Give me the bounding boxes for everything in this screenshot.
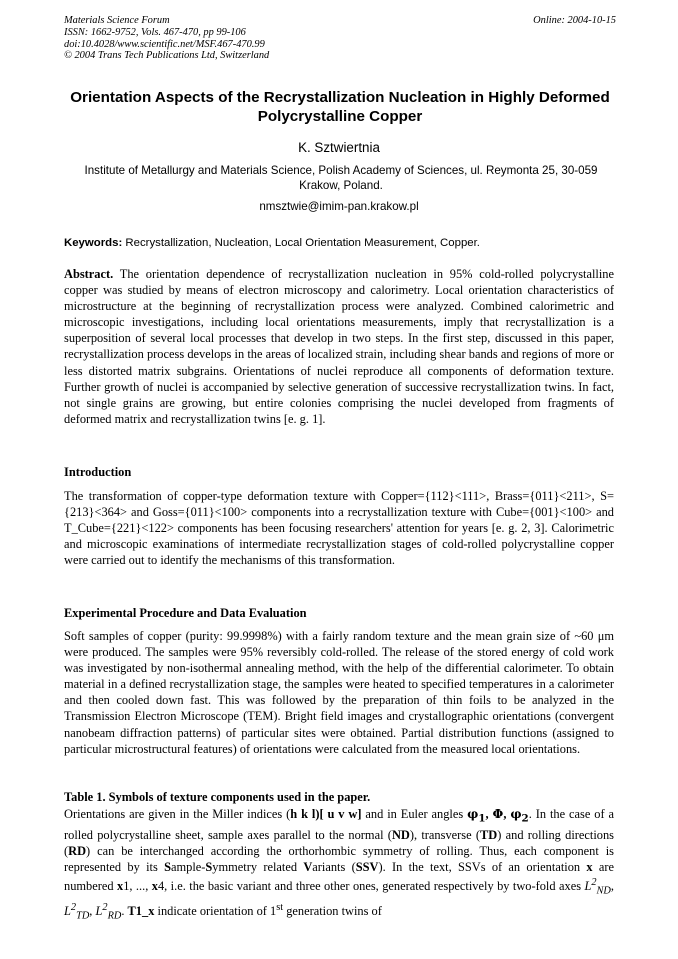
experimental-heading: Experimental Procedure and Data Evaluation <box>64 606 307 620</box>
x4-num: 4, i.e. the basic variant and three other ones, generated respectively by two-fold axes <box>157 878 585 893</box>
x1-var: x <box>116 878 124 893</box>
abstract-label: Abstract. <box>64 267 114 281</box>
t1-text-5: ) and rolling directions ( <box>64 827 614 858</box>
t1-text-2: and in Euler angles <box>361 807 468 821</box>
axis-l-rd <box>95 901 122 922</box>
euler-sep-1: , <box>485 807 493 821</box>
euler-sep-2: , <box>503 807 511 821</box>
ssv-v: V <box>303 859 313 874</box>
axis-l-nd <box>584 876 611 897</box>
t1-text-9: indicate orientation of 1 <box>154 903 277 918</box>
comma-2: , <box>89 903 96 918</box>
abstract <box>64 266 614 427</box>
journal-doi: doi:10.4028/www.scientific.net/MSF.467-470.99 <box>64 38 265 50</box>
td-label: TD <box>480 827 498 842</box>
keywords-text: Recrystallization, Nucleation, Local Orientation Measurement, Copper. <box>125 237 480 249</box>
t1-text-10: generation twins of <box>283 903 382 918</box>
journal-header <box>64 15 616 62</box>
abstract-text: The orientation dependence of recrystallization nucleation in 95% cold-rolled polycrystalline copper was studied by means of electron microscopy and calorimetry. Local orientation characteristics of microstructure at the beginning of recrystallization process were analyzed. Combined calorimetric and microscopic investigations, including local orientations measurements, imply that recrystallization is a superposition of several local processes that develop in two steps. In the first step, discussed in this paper, recrystallization process develops in the areas of localized strain, including shear bands and regions of more or less distorted matrix subgrains. Orientations of nuclei reproduce all components of deformation texture. Further growth of nuclei is accompanied by selective generation of successive recrystallization twins. In fact, not single grains are growing, but entire colonies comprising the nuclei developed from fragments of deformed matrix and recrystallization twins [e. g. 1]. <box>64 267 614 426</box>
euler-phi1-sub: 1 <box>478 812 486 825</box>
journal-issn: ISSN: 1662-9752, Vols. 467-470, pp 99-106 <box>64 26 246 38</box>
table1-text <box>64 806 614 924</box>
euler-phi1-symbol: φ <box>467 806 479 821</box>
axis-sub-td: TD <box>76 910 90 922</box>
t1-text-3: . In the case of a rolled polycrystalline sheet, sample axes parallel to the normal ( <box>64 807 614 842</box>
euler-phi2-symbol: φ <box>510 806 522 821</box>
journal-name: Materials Science Forum <box>64 15 170 26</box>
keywords-label: Keywords: <box>64 237 123 249</box>
introduction-text: The transformation of copper-type deformation texture with Copper={112}<111>, Brass={011}<211>, S={213}<364> and Goss={011}<100> components into a recrystallization texture with Cube={001}<100> and T_Cube={221}<122> components has been focusing researchers' attention for years [e. g. 2, 3]. Calorimetric and microscopic examinations of intermediate recrystallization stages of cold-rolled polycrystalline copper were carried out to identify the mechanisms of this transformation. <box>64 489 614 568</box>
axis-sup-1: 2 <box>591 876 597 888</box>
t1-text-8: are numbered <box>64 859 615 893</box>
t1-text-6: ) can be interchanged according the orthorhombic symmetry of rolling. Thus, each component is represented by its <box>64 843 614 874</box>
online-date: Online: 2004-10-15 <box>533 15 616 26</box>
nd-label: ND <box>391 827 410 842</box>
euler-phi1 <box>467 806 486 825</box>
axis-sub-rd: RD <box>107 910 122 922</box>
author-name: K. Sztwiertnia <box>298 140 380 155</box>
x4-var: x <box>151 878 158 893</box>
introduction-heading: Introduction <box>64 465 132 479</box>
axis-l-2: L <box>64 903 71 918</box>
journal-copyright: © 2004 Trans Tech Publications Ltd, Switzerland <box>64 50 270 62</box>
rd-label: RD <box>68 843 87 858</box>
axis-l-3: L <box>95 903 103 918</box>
euler-phi2-sub: 2 <box>521 812 529 825</box>
paper-title: Orientation Aspects of the Recrystallization Nucleation in Highly Deformed Polycrystalline Copper <box>70 89 610 125</box>
t1-text-7: ). In the text, SSVs of an orientation <box>378 859 587 874</box>
comma-1: , <box>610 878 614 893</box>
axis-sub-nd: ND <box>596 885 611 897</box>
author-email[interactable]: nmsztwie@imim-pan.krakow.pl <box>259 200 419 213</box>
keywords <box>64 236 624 250</box>
ssv-t1: ample- <box>170 859 206 874</box>
t1-text-4: ), transverse ( <box>409 827 480 842</box>
axis-l-td <box>64 901 90 922</box>
axis-sup-2: 2 <box>70 901 77 913</box>
ssv-s2: S <box>205 859 213 874</box>
experimental-text: Soft samples of copper (purity: 99.9998%) with a fairly random texture and the mean grain size of ~60 μm were produced. The samples were 95% reversibly cold-rolled. The release of the stored energy of cold work was investigated by non-isothermal annealing method, with the help of the differential calorimeter. To obtain material in a defined recrystallization stage, the samples were heated to specified temperatures in a calorimeter and then cooled down fast. This was followed by the preparation of thin foils to be analyzed in the Transmission Electron Microscope (TEM). Bright field images and crystallographic orientations (convergent nanobeam diffraction patterns) of particular sites were obtained. Partial distribution functions (assigned to particular microstructural features) of orientations were calculated from the measured local orientations. <box>64 629 614 756</box>
t1-text-1: Orientations are given in the Miller indices ( <box>64 807 291 821</box>
ssv-s1: S <box>164 859 171 874</box>
t1x-label: T1_x <box>127 903 155 918</box>
x-var: x <box>586 859 593 874</box>
euler-phi2 <box>510 806 529 825</box>
euler-Phi: Φ <box>492 806 504 821</box>
ssv-t2: ymmetry related <box>212 859 304 874</box>
axis-l-1: L <box>584 878 592 893</box>
axis-sup-3: 2 <box>102 901 108 913</box>
miller-indices: h k l)[ u v w] <box>290 807 362 821</box>
x1-num: 1, ..., <box>123 878 152 893</box>
st-sup: st <box>276 901 284 913</box>
author-affiliation: Institute of Metallurgy and Materials Science, Polish Academy of Sciences, ul. Reymonta 25, 30-059 Krakow, Poland. <box>84 164 598 192</box>
period: . <box>121 903 128 918</box>
ssv-label: SSV <box>355 859 379 874</box>
ssv-t3: ariants ( <box>312 859 356 874</box>
table1-heading: Table 1. Symbols of texture components used in the paper. <box>64 790 371 804</box>
